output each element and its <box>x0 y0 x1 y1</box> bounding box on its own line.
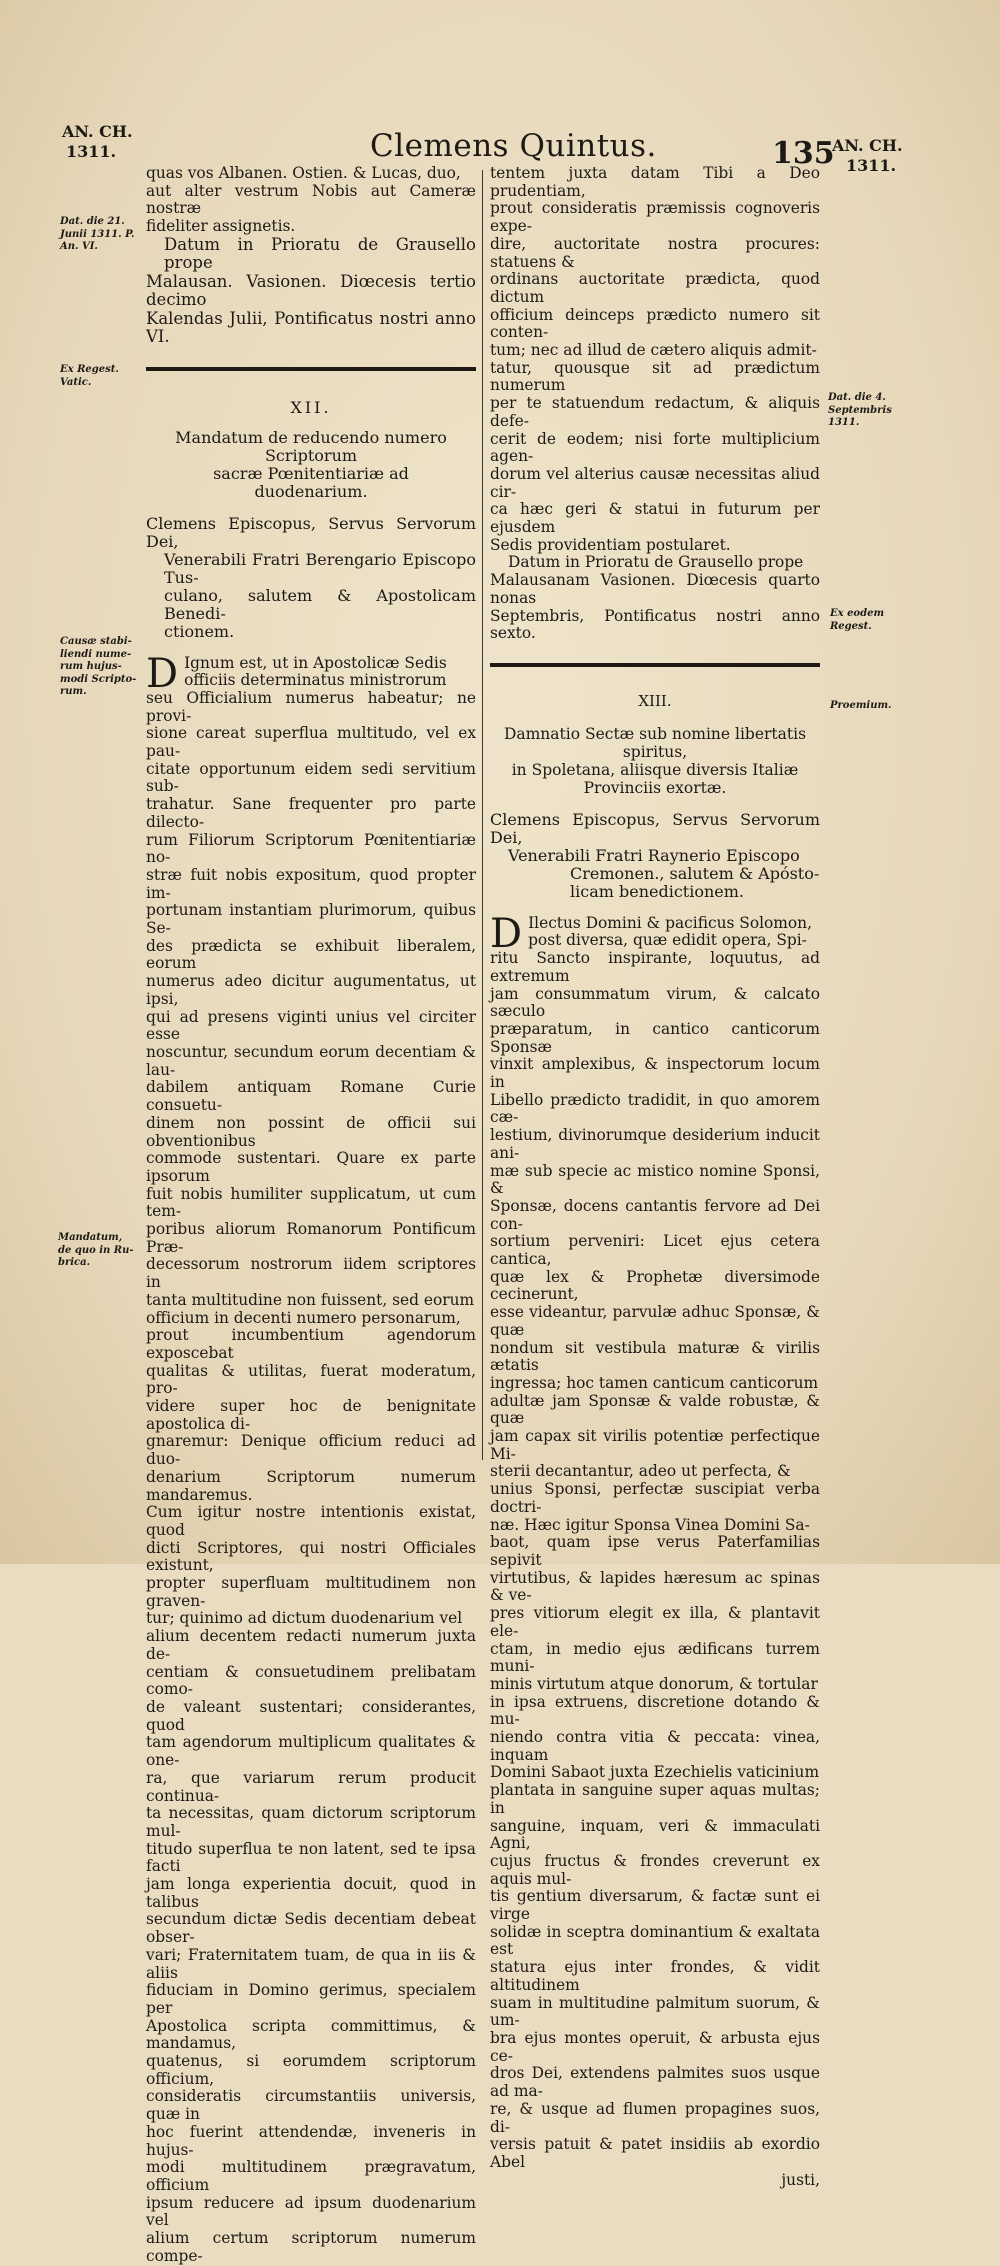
year-label: 1311. <box>66 142 117 161</box>
text-line: jam longa experientia docuit, quod in talibus <box>146 1875 476 1911</box>
text-line: esse videantur, parvulæ adhuc Sponsæ, & quæ <box>490 1303 820 1339</box>
text-line: cujus fructus & frondes creverunt ex aquis mul- <box>490 1851 820 1888</box>
text-line: re, & usque ad flumen propagines suos, di- <box>490 2099 820 2136</box>
text-line: commode sustentari. Quare ex parte ipsorum <box>146 1149 476 1185</box>
text-line: suam in multitudine palmitum suorum, & um- <box>490 1993 820 2030</box>
text-line: denarium Scriptorum numerum mandaremus. <box>146 1467 476 1504</box>
note-line: Dat. die 4. <box>828 392 886 403</box>
text-line: licam benedictionem. <box>570 881 745 901</box>
text-line: post diversa, quæ edidit opera, Spi- <box>528 931 807 950</box>
text-line: Clemens Episcopus, Servus Servorum Dei, <box>146 513 476 551</box>
text-line: decessorum nostrorum iidem scriptores in <box>146 1255 476 1292</box>
text-line: tum; nec ad illud de cætero aliquis admit- <box>490 341 817 360</box>
salutation <box>146 515 476 641</box>
text-line: dorum vel alterius causæ necessitas aliud cir- <box>490 464 820 501</box>
margin-note-source-left <box>60 364 119 389</box>
text-line: statura ejus inter frondes, & vidit altitudinem <box>490 1958 820 1994</box>
text-line: poribus aliorum Romanorum Pontificum Præ- <box>146 1220 476 1256</box>
text-line: Mandatum de reducendo numero Scriptorum <box>175 427 447 465</box>
body-text <box>146 650 476 2266</box>
page-number: 135 <box>772 136 835 171</box>
text-line: Malausanam Vasionen. Diœcesis quarto nonas <box>490 571 820 607</box>
note-line: Regest. <box>830 620 872 632</box>
section-title <box>490 725 820 797</box>
text-line: officium deinceps prædicto numero sit conten- <box>490 305 820 342</box>
text-line: vinxit amplexibus, & inspectorum locum in <box>490 1055 820 1092</box>
text-line: gnaremur: Denique officium reduci ad duo- <box>146 1432 476 1469</box>
text-line: alium decentem redacti numerum juxta de- <box>146 1627 476 1663</box>
note-line: Vatic. <box>60 376 92 388</box>
text-line: dros Dei, extendens palmites suos usque ad ma- <box>490 2064 820 2101</box>
text-line: ordinans auctoritate prædicta, quod dictum <box>490 270 820 306</box>
text-line: centiam & consuetudinem prelibatam como- <box>146 1662 476 1699</box>
drop-cap: D <box>146 650 179 697</box>
drop-cap: D <box>490 910 523 957</box>
body-text <box>490 910 820 2190</box>
text-line: niendo contra vitia & peccata: vinea, inquam <box>490 1728 820 1764</box>
text-line: Venerabili Fratri Berengario Episcopo Tus- <box>164 549 476 587</box>
text-line: Apostolica scripta committimus, & mandamus, <box>146 2016 476 2053</box>
text-line: portunam instantiam plurimorum, quibus Se- <box>146 901 476 938</box>
text-line: ctam, in medio ejus ædificans turrem muni- <box>490 1639 820 1676</box>
text-line: solidæ in sceptra dominantium & exaltata est <box>490 1922 820 1959</box>
body-lines <box>146 690 476 2266</box>
text-line: numerus adeo dicitur augumentatus, ut ipsi, <box>146 972 476 1008</box>
text-line: præparatum, in cantico canticorum Sponsæ <box>490 1019 820 1056</box>
anno-label: AN. CH. <box>62 122 133 141</box>
text-line: jam capax sit virilis potentiæ perfectique Mi- <box>490 1427 820 1463</box>
text-line: stræ fuit nobis expositum, quod propter im- <box>146 865 476 902</box>
text-line: dinem non possint de officii sui obventionibus <box>146 1113 476 1150</box>
left-column <box>146 165 476 2266</box>
text-line: sione careat superflua multitudo, vel ex pau- <box>146 724 476 761</box>
text-line: videre super hoc de benignitate apostolica di- <box>146 1397 476 1433</box>
text-line: alium certum scriptorum numerum compe- <box>146 2229 476 2265</box>
text-line: dicti Scriptores, qui nostri Officiales existunt, <box>146 1538 476 1575</box>
text-line: vari; Fraternitatem tuam, de qua in iis & aliis <box>146 1945 476 1982</box>
text-line: consideratis circumstantiis universis, quæ in <box>146 2087 476 2124</box>
text-line: virtutibus, & lapides hæresum ac spinas & ve- <box>490 1568 820 1605</box>
section-number: XIII. <box>638 691 672 710</box>
text-line: ritu Sancto inspirante, loquutus, ad extremum <box>490 949 820 985</box>
text-line: dire, auctoritate nostra procures: statuens & <box>490 234 820 271</box>
text-line: tur; quinimo ad dictum duodenarium vel <box>146 1609 463 1628</box>
text-line: Datum in Prioratu de Grausello prope <box>164 234 476 273</box>
text-line: tanta multitudine non fuissent, sed eorum <box>146 1290 475 1309</box>
text-line: Malausan. Vasionen. Diœcesis tertio decimo <box>146 271 476 310</box>
text-line: ingressa; hoc tamen canticum canticorum <box>490 1373 819 1392</box>
text-line: versis patuit & patet insidiis ab exordio Abel <box>490 2135 820 2171</box>
section-rule <box>490 663 820 667</box>
text-line: Kalendas Julii, Pontificatus nostri anno VI. <box>146 308 476 347</box>
year-label: 1311. <box>846 156 897 175</box>
text-line: mæ sub specie ac mistico nomine Sponsi, & <box>490 1161 820 1198</box>
text-line: hoc fuerint attendendæ, inveneris in hujus- <box>146 2122 476 2159</box>
body-lines <box>490 950 820 2172</box>
text-line: Ignum est, ut in Apostolicæ Sedis <box>184 653 447 672</box>
text-line: næ. Hæc igitur Sponsa Vinea Domini Sa- <box>490 1515 810 1534</box>
text-line: ipsum reducere ad ipsum duodenarium vel <box>146 2193 476 2230</box>
text-line: ca hæc geri & statui in futurum per ejusdem <box>490 500 820 537</box>
text-line: adultæ jam Sponsæ & valde robustæ, & quæ <box>490 1391 820 1428</box>
text-line: quas vos Albanen. Ostien. & Lucas, duo, <box>146 164 461 182</box>
note-line: Ex eodem <box>830 608 885 619</box>
margin-note-mandate <box>58 1232 134 1270</box>
note-line: Mandatum, <box>58 1232 123 1243</box>
datum-paragraph <box>146 236 476 347</box>
text-line: ta necessitas, quam dictorum scriptorum mul- <box>146 1804 476 1840</box>
text-line: minis virtutum atque donorum, & tortular <box>490 1674 818 1693</box>
anno-label: AN. CH. <box>832 136 903 155</box>
text-line: lestium, divinorumque desiderium inducit ani- <box>490 1126 820 1162</box>
note-line: de quo in Ru- <box>58 1244 134 1256</box>
text-line: seu Officialium numerus habeatur; ne provi- <box>146 688 476 725</box>
text-line: cerit de eodem; nisi forte multiplicium agen- <box>490 429 820 466</box>
text-line: Septembris, Pontificatus nostri anno sexto. <box>490 606 820 643</box>
text-line: Datum in Prioratu de Grausello prope <box>508 553 804 572</box>
text-line: fuit nobis humiliter supplicatum, ut cum tem- <box>146 1184 476 1221</box>
text-line: propter superfluam multitudinem non graven- <box>146 1574 476 1610</box>
datum-paragraph <box>490 554 820 643</box>
text-line: trahatur. Sane frequenter pro parte dilecto- <box>146 795 476 831</box>
right-column <box>490 165 820 2189</box>
text-line: per te statuendum redactum, & aliquis defe- <box>490 394 820 430</box>
text-line: de valeant sustentari; considerantes, quod <box>146 1698 476 1734</box>
text-line: bra ejus montes operuit, & arbusta ejus ce- <box>490 2028 820 2065</box>
text-line: sortium perveniri: Licet ejus cetera cantica, <box>490 1232 820 1269</box>
text-line: in ipsa extruens, discretione dotando & mu- <box>490 1692 820 1729</box>
note-line: Causæ stabi- <box>60 636 132 647</box>
text-line: Domini Sabaot juxta Ezechielis vaticinium <box>490 1763 820 1782</box>
text-line: Provinciis exortæ. <box>583 778 727 797</box>
text-line: fiduciam in Domino gerimus, specialem per <box>146 1981 476 2017</box>
text-line: ra, que variarum rerum producit continua- <box>146 1768 476 1805</box>
text-line: tatur, quousque sit ad prædictum numerum <box>490 358 820 395</box>
section-number: XII. <box>290 397 332 417</box>
text-line: modi multitudinem prægravatum, officium <box>146 2158 476 2194</box>
text-line: tam agendorum multiplicum qualitates & one- <box>146 1733 476 1770</box>
text-line: prout incumbentium agendorum exposcebat <box>146 1326 476 1362</box>
text-line: officium in decenti numero personarum, <box>146 1308 461 1327</box>
text-line: dabilem antiquam Romane Curie consuetu- <box>146 1078 476 1115</box>
section-rule <box>146 367 476 371</box>
margin-note-proem <box>830 700 892 713</box>
text-line: Ilectus Domini & pacificus Solomon, <box>528 913 812 932</box>
text-line: nondum sit vestibula maturæ & virilis ætatis <box>490 1338 820 1375</box>
opening-paragraph <box>146 165 476 236</box>
text-line: quæ lex & Prophetæ diversimode cecinerunt, <box>490 1267 820 1304</box>
note-line: Septembris <box>828 404 892 416</box>
text-line: quatenus, si eorumdem scriptorum officium, <box>146 2052 476 2088</box>
text-line: qui ad presens viginti unius vel circiter esse <box>146 1007 476 1044</box>
year-marker-left <box>62 122 133 162</box>
note-line: Proemium. <box>830 700 892 711</box>
text-line: in Spoletana, aliisque diversis Italiæ <box>511 760 799 779</box>
text-line: qualitas & utilitas, fuerat moderatum, pro- <box>146 1361 476 1398</box>
margin-note-date-right <box>828 392 892 430</box>
text-line: jam consummatum virum, & calcato sæculo <box>490 984 820 1021</box>
margin-note-source-right <box>830 608 884 633</box>
text-line: Cremonen., salutem & Apósto- <box>570 863 820 883</box>
text-line: ctionem. <box>164 621 235 641</box>
text-line: titudo superflua te non latent, sed te ipsa facti <box>146 1839 476 1876</box>
margin-note-date-left <box>60 216 135 254</box>
text-line: noscuntur, secundum eorum decentiam & lau- <box>146 1042 476 1079</box>
note-line: liendi nume- <box>60 648 132 660</box>
note-line: 1311. <box>828 417 860 428</box>
text-line: rum Filiorum Scriptorum Pœnitentiariæ no- <box>146 830 476 867</box>
note-line: Junii 1311. P. <box>60 228 135 240</box>
text-line: officiis determinatus ministrorum <box>184 671 447 690</box>
text-line: aut alter vestrum Nobis aut Cameræ nostræ <box>146 181 476 218</box>
note-line: Ex Regest. <box>60 364 119 375</box>
text-line: Sponsæ, docens cantantis fervore ad Dei con- <box>490 1196 820 1233</box>
text-line: des prædicta se exhibuit liberalem, eorum <box>146 936 476 973</box>
text-line: duodenarium. <box>254 481 368 501</box>
opening-paragraph <box>490 165 820 554</box>
note-line: An. VI. <box>60 241 98 252</box>
text-line: fideliter assignetis. <box>146 217 296 236</box>
note-line: rum. <box>60 686 87 697</box>
text-line: sanguine, inquam, veri & immaculati Agni, <box>490 1816 820 1853</box>
section-title <box>146 429 476 501</box>
salutation <box>490 811 820 901</box>
note-line: brica. <box>58 1257 91 1268</box>
text-line: pres vitiorum elegit ex illa, & plantavit ele- <box>490 1604 820 1640</box>
year-marker-right <box>832 136 903 176</box>
text-line: Libello prædicto tradidit, in quo amorem cæ- <box>490 1090 820 1127</box>
text-line: tentem juxta datam Tibi a Deo prudentiam, <box>490 164 820 200</box>
text-line: culano, salutem & Apostolicam Benedi- <box>164 585 476 623</box>
text-line: prout consideratis præmissis cognoveris expe- <box>490 199 820 236</box>
catchword: justi, <box>781 2170 820 2189</box>
text-line: Venerabili Fratri Raynerio Episcopo <box>508 845 800 865</box>
text-line: sacræ Pœnitentiariæ ad <box>213 463 409 483</box>
text-line: secundum dictæ Sedis decentiam debeat obser- <box>146 1910 476 1947</box>
running-title: Clemens Quintus. <box>370 128 657 164</box>
column-divider <box>482 170 483 1460</box>
text-line: Sedis providentiam postularet. <box>490 535 731 554</box>
note-line: Dat. die 21. <box>60 216 125 227</box>
text-line: Clemens Episcopus, Servus Servorum Dei, <box>490 809 820 847</box>
margin-note-cause <box>60 636 136 699</box>
note-line: rum hujus- <box>60 661 122 672</box>
text-line: unius Sponsi, perfectæ suscipiat verba doctri- <box>490 1480 820 1516</box>
text-line: baot, quam ipse verus Paterfamilias sepivit <box>490 1533 820 1569</box>
text-line: tis gentium diversarum, & factæ sunt ei virge <box>490 1887 820 1924</box>
text-line: Cum igitur nostre intentionis existat, quod <box>146 1503 476 1539</box>
note-line: modi Scripto- <box>60 673 137 685</box>
text-line: plantata in sanguine super aquas multas; in <box>490 1781 820 1817</box>
text-line: sterii decantantur, adeo ut perfecta, & <box>490 1462 791 1481</box>
text-line: Damnatio Sectæ sub nomine libertatis spiritus, <box>503 724 807 761</box>
text-line: citate opportunum eidem sedi servitium sub- <box>146 759 476 796</box>
